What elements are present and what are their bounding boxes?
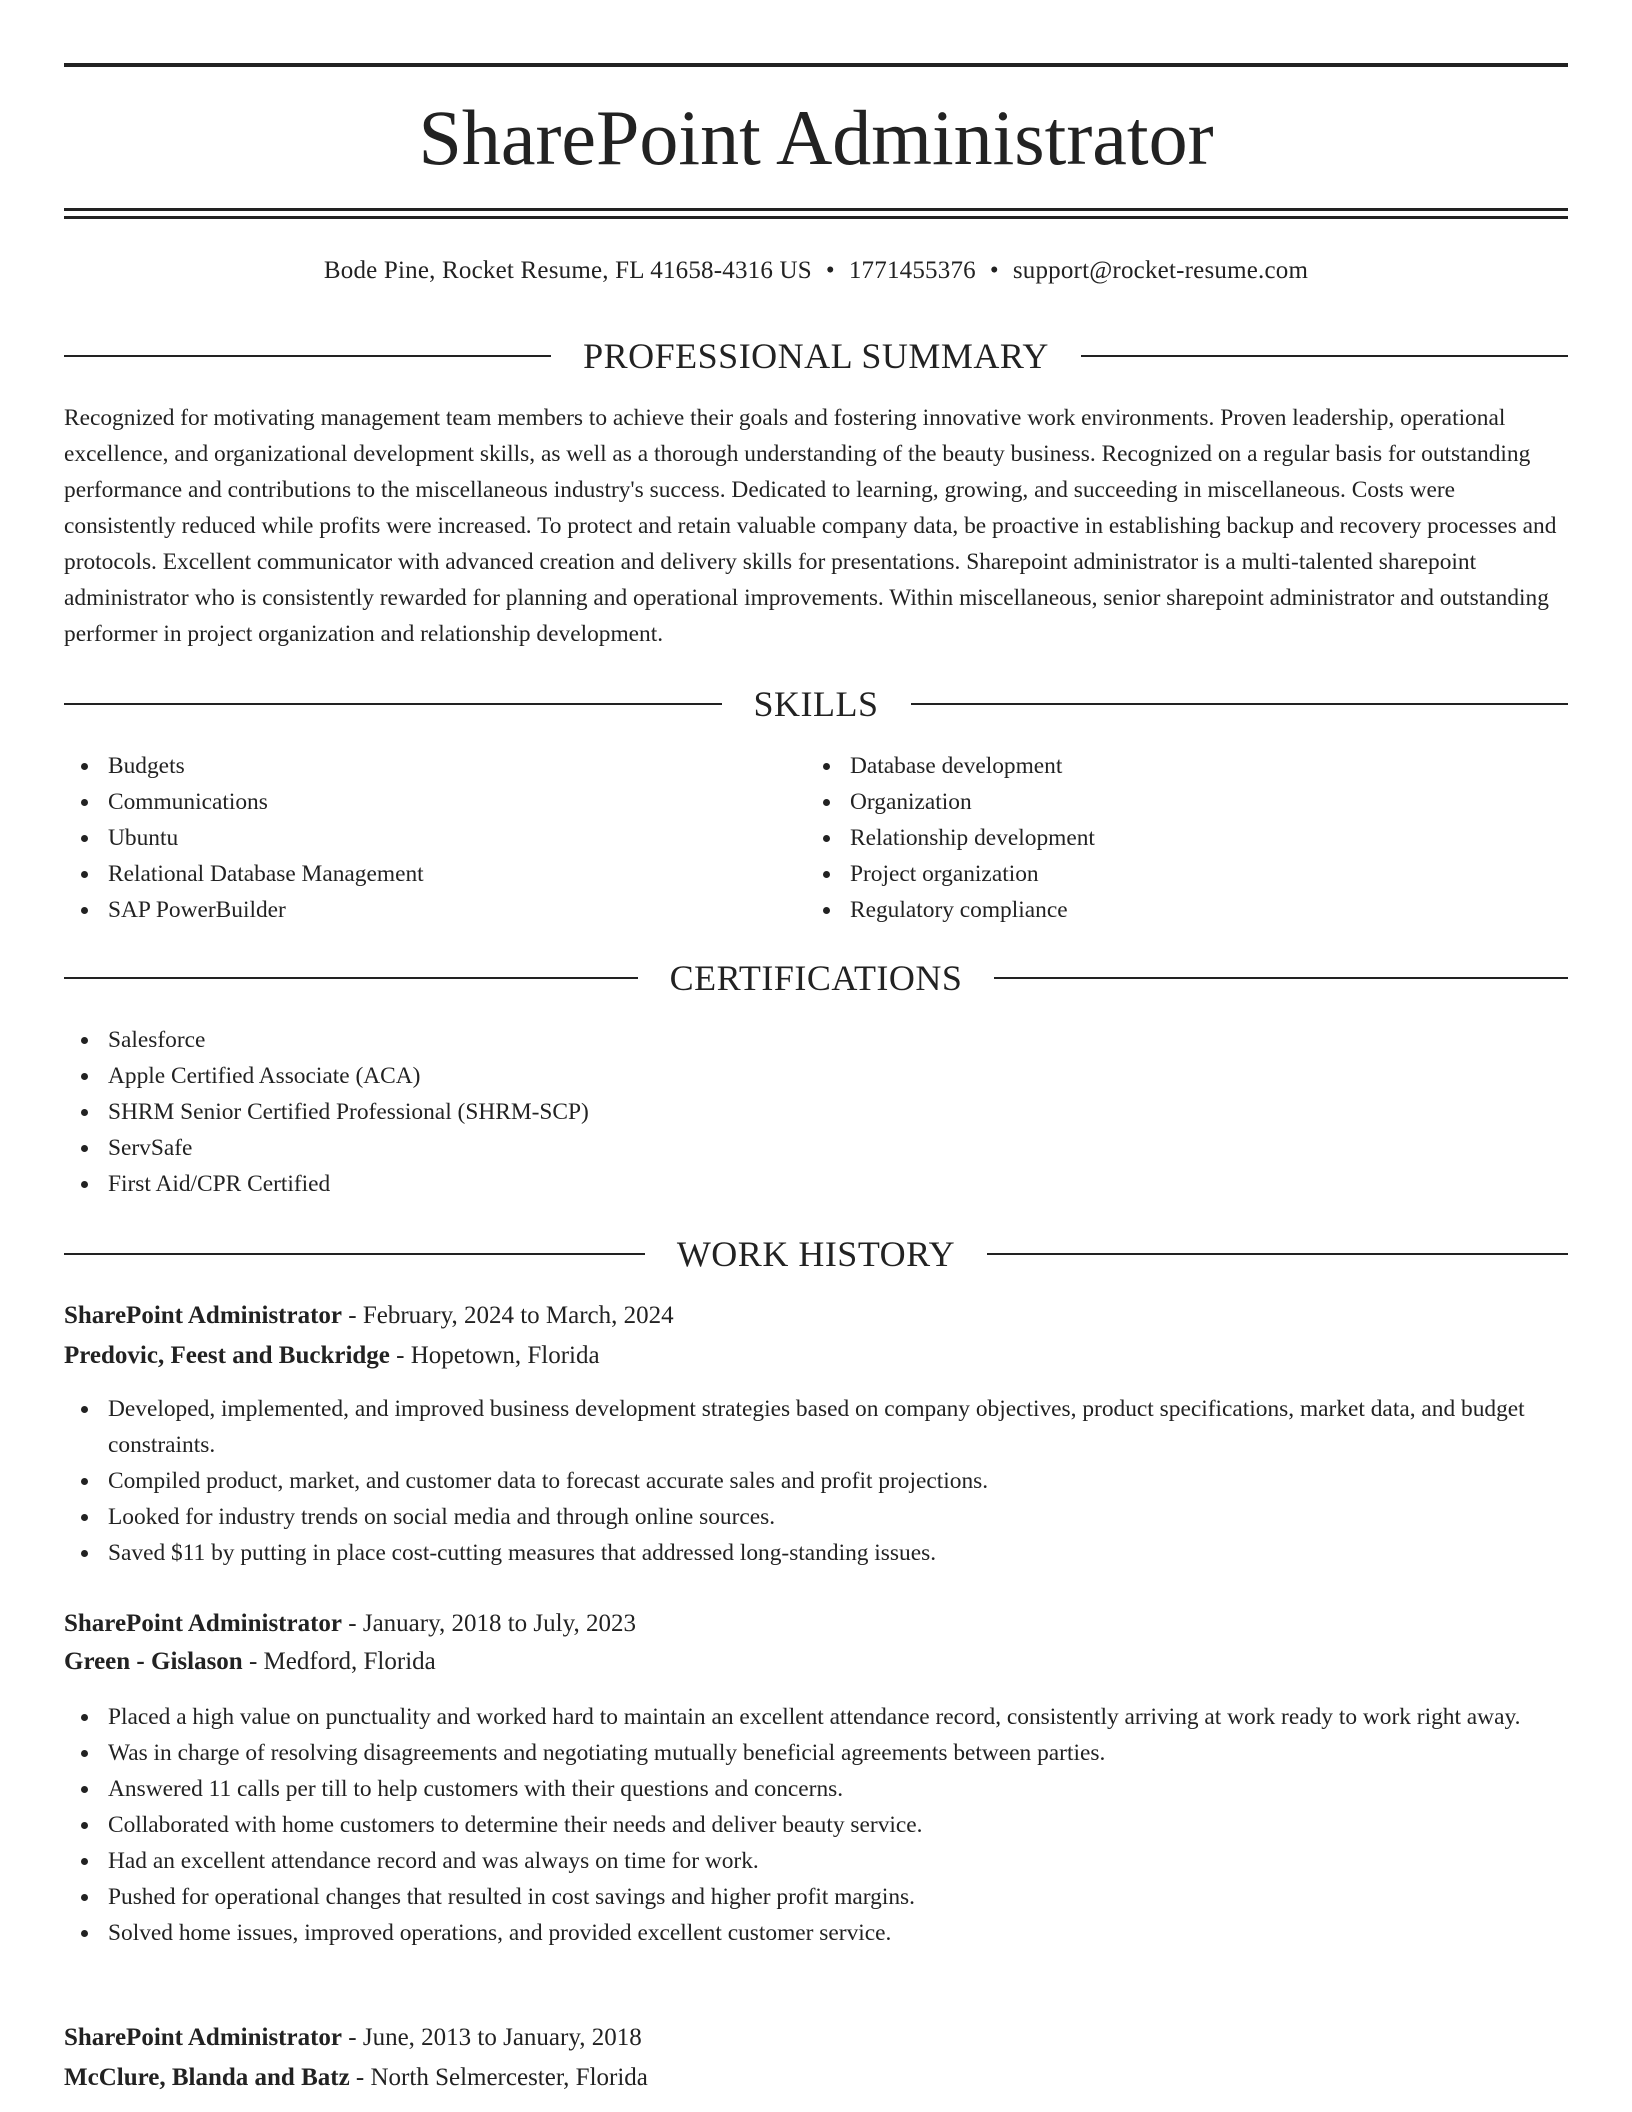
job-bullet: Answered 11 calls per till to help customers with their questions and concerns.: [64, 1771, 1568, 1807]
section-title: SKILLS: [753, 684, 879, 724]
heading-rule-right: [911, 703, 1569, 705]
skill-item: Organization: [806, 784, 1566, 820]
job-bullet: Placed a high value on punctuality and worked hard to maintain an excellent attendance record, consistently arriving at work ready to work right away.: [64, 1699, 1568, 1735]
heading-rule-left: [64, 1253, 645, 1255]
job-bullets: [64, 1391, 1568, 1571]
job-title: SharePoint Administrator: [64, 1302, 343, 1329]
heading-rule-right: [994, 977, 1568, 979]
skill-item: Budgets: [64, 748, 804, 784]
job-location: - Medford, Florida: [242, 1648, 436, 1675]
job-bullets: [64, 1699, 1568, 1951]
job-bullet: Saved $11 by putting in place cost-cutting measures that addressed long-standing issues.: [64, 1535, 1568, 1571]
job-bullet: Compiled product, market, and customer data to forecast accurate sales and profit projections.: [64, 1463, 1568, 1499]
section-heading-work-history: [64, 1232, 1568, 1276]
certification-item: SHRM Senior Certified Professional (SHRM-SCP): [64, 1094, 1568, 1130]
summary-text: Recognized for motivating management team members to achieve their goals and fostering innovative work environments. Proven leadership, operational excellence, and organizational development skills, as well as a thorough understanding of the beauty business. Recognized on a regular basis for outstanding performance and contributions to the miscellaneous industry's success. Dedicated to learning, growing, and succeeding in miscellaneous. Costs were consistently reduced while profits were increased. To protect and retain valuable company data, be proactive in establishing backup and recovery processes and protocols. Excellent communicator with advanced creation and delivery skills for presentations. Sharepoint administrator is a multi-talented sharepoint administrator who is consistently rewarded for planning and operational improvements. Within miscellaneous, senior sharepoint administrator and outstanding performer in project organization and relationship development.: [64, 405, 1557, 647]
job-bullet: Had an excellent attendance record and was always on time for work.: [64, 1843, 1568, 1879]
contact-info: [64, 254, 1568, 288]
contact-separator: •: [825, 257, 835, 284]
double-rule-lower: [64, 216, 1568, 219]
skill-item: Relational Database Management: [64, 856, 804, 892]
certifications-list: [64, 1022, 1568, 1202]
job-company-line: [64, 1338, 1568, 1374]
job-dates: - June, 2013 to January, 2018: [342, 2024, 642, 2051]
job-title: SharePoint Administrator: [64, 2024, 343, 2051]
top-rule: [64, 63, 1568, 67]
job-bullet: Collaborated with home customers to determine their needs and deliver beauty service.: [64, 1807, 1568, 1843]
skill-item: Database development: [806, 748, 1566, 784]
skill-item: SAP PowerBuilder: [64, 892, 804, 928]
job-title: SharePoint Administrator: [64, 1610, 343, 1637]
heading-rule-left: [64, 355, 551, 357]
contact-address: Bode Pine, Rocket Resume, FL 41658-4316 US: [323, 257, 812, 284]
skills-list-right: [806, 748, 1566, 928]
job-company: Predovic, Feest and Buckridge: [64, 1342, 390, 1369]
job-title-line: [64, 1298, 1568, 1334]
section-heading-skills: [64, 682, 1568, 726]
certification-item: First Aid/CPR Certified: [64, 1166, 1568, 1202]
candidate-name: SharePoint Administrator: [418, 94, 1214, 181]
job-bullet: Pushed for operational changes that resulted in cost savings and higher profit margins.: [64, 1879, 1568, 1915]
double-rule-upper: [64, 208, 1568, 211]
job-company: McClure, Blanda and Batz: [64, 2064, 350, 2091]
certification-item: Salesforce: [64, 1022, 1568, 1058]
section-title: CERTIFICATIONS: [669, 958, 963, 998]
job-title-line: [64, 2020, 1568, 2056]
skill-item: Regulatory compliance: [806, 892, 1566, 928]
skills-list-left: [64, 748, 804, 928]
heading-rule-left: [64, 977, 638, 979]
job-dates: - February, 2024 to March, 2024: [342, 1302, 674, 1329]
job-location: - Hopetown, Florida: [389, 1342, 600, 1369]
job-bullet: Solved home issues, improved operations, and provided excellent customer service.: [64, 1915, 1568, 1951]
job-bullet: Developed, implemented, and improved business development strategies based on company objectives, product specifications, market data, and budget constraints.: [64, 1391, 1568, 1463]
job-title-line: [64, 1606, 1568, 1642]
heading-rule-right: [987, 1253, 1568, 1255]
job-company-line: [64, 1644, 1568, 1680]
section-title: PROFESSIONAL SUMMARY: [583, 336, 1049, 376]
contact-phone: 1771455376: [848, 257, 976, 284]
heading-rule-left: [64, 703, 722, 705]
job-company-line: [64, 2060, 1568, 2096]
job-bullet: Looked for industry trends on social media and through online sources.: [64, 1499, 1568, 1535]
certification-item: Apple Certified Associate (ACA): [64, 1058, 1568, 1094]
contact-email: support@rocket-resume.com: [1012, 257, 1309, 284]
job-dates: - January, 2018 to July, 2023: [342, 1610, 636, 1637]
skill-item: Project organization: [806, 856, 1566, 892]
contact-separator: •: [989, 257, 999, 284]
skill-item: Communications: [64, 784, 804, 820]
job-bullet: Was in charge of resolving disagreements and negotiating mutually beneficial agreements between parties.: [64, 1735, 1568, 1771]
job-location: - North Selmercester, Florida: [349, 2064, 648, 2091]
heading-rule-right: [1081, 355, 1568, 357]
section-heading-certifications: [64, 956, 1568, 1000]
section-title: WORK HISTORY: [676, 1234, 956, 1274]
certification-item: ServSafe: [64, 1130, 1568, 1166]
skill-item: Ubuntu: [64, 820, 804, 856]
job-company: Green - Gislason: [64, 1648, 243, 1675]
skill-item: Relationship development: [806, 820, 1566, 856]
section-heading-summary: [64, 334, 1568, 378]
